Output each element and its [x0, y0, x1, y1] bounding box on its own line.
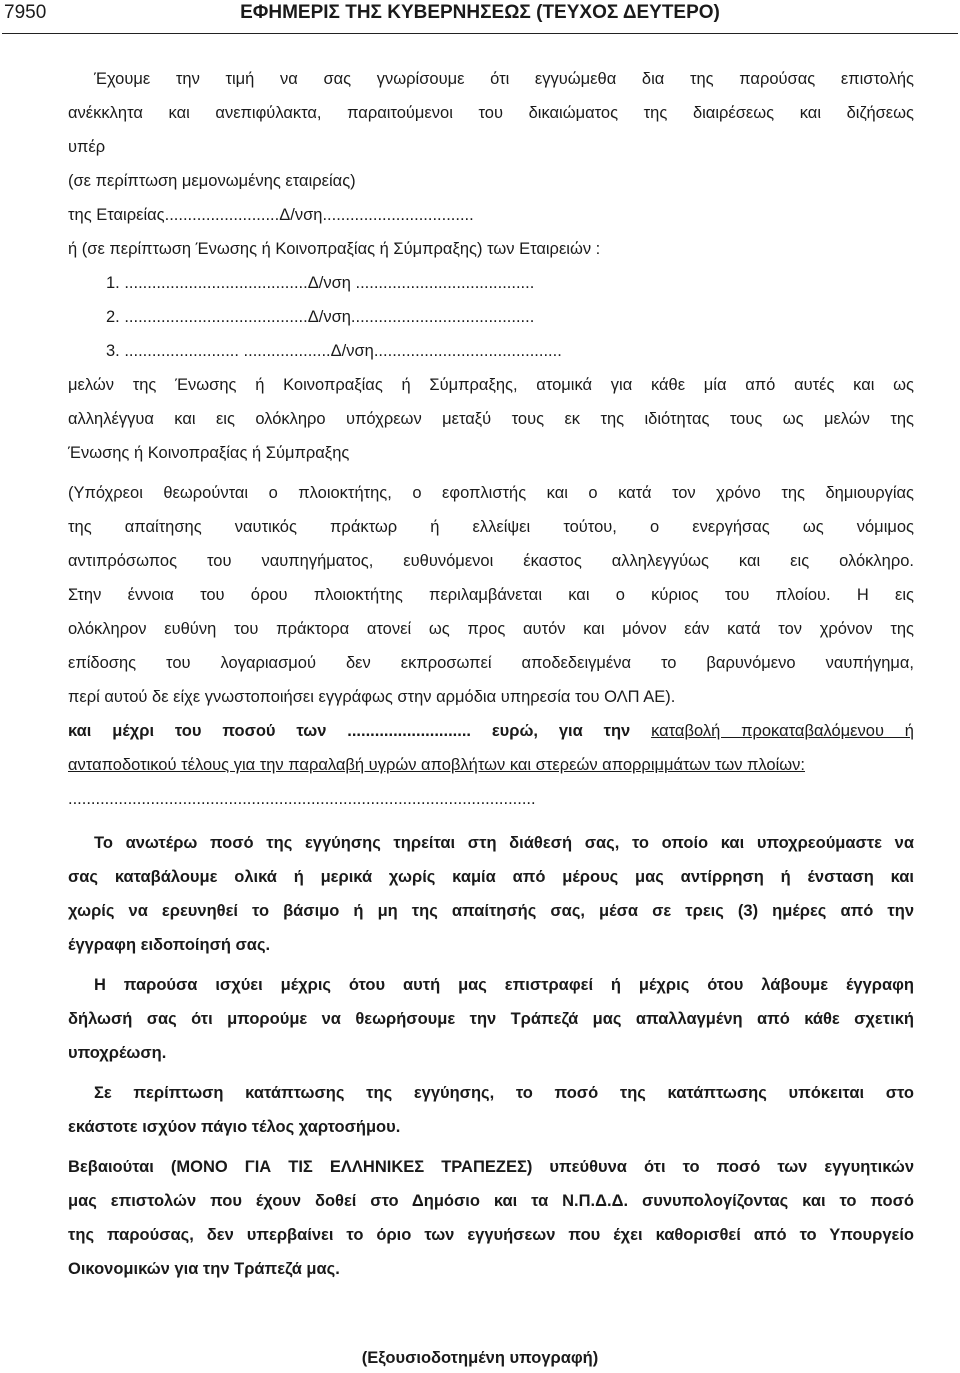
- validity-paragraph: [68, 968, 914, 1070]
- header-rule: [2, 33, 958, 34]
- members-line: μελών της Ένωσης ή Κοινοπραξίας ή Σύμπραξης, ατομικά για κάθε μία από αυτές και ως: [68, 376, 914, 394]
- obligors-line: ολόκληρον ευθύνη του πράκτορα ατονεί ως προς αυτόν και μόνον εάν κατά τον χρόνον της: [68, 620, 914, 638]
- obligors-line: της απαίτησης ναυτικός πράκτωρ ή ελλείψει τούτου, ο ενεργήσας ως νόμιμος: [68, 518, 914, 536]
- greek-banks-paragraph: [68, 1150, 914, 1286]
- amount-available-line: χωρίς να ερευνηθεί το βάσιμο ή μη της απαίτησής σας, μέσα σε τρεις (3) ημέρες από την: [68, 902, 914, 920]
- members-line: αλληλέγγυα και εις ολόκληρο υπόχρεων μεταξύ τους εκ της ιδιότητας τους ως μελών της: [68, 410, 914, 428]
- gazette-title: ΕΦΗΜΕΡΙΣ ΤΗΣ ΚΥΒΕΡΝΗΣΕΩΣ (ΤΕΥΧΟΣ ΔΕΥΤΕΡΟ): [240, 2, 720, 23]
- obligors-paragraph: [68, 476, 914, 714]
- amount-available-paragraph: [68, 826, 914, 962]
- amount-available-line: σας καταβάλουμε ολικά ή μερικά χωρίς καμία από μέρους μας αντίρρηση ή ένσταση και: [68, 868, 914, 886]
- amount-paragraph: [68, 714, 914, 816]
- intro-line: υπέρ: [68, 138, 106, 156]
- amount-lead: και μέχρι του ποσού των ........................... ευρώ, για την: [68, 722, 652, 740]
- obligors-line: (Υπόχρεοι θεωρούνται ο πλοιοκτήτης, ο εφοπλιστής και ο κατά τον χρόνο της δημιουργίας: [68, 484, 914, 502]
- amount-line: [68, 714, 914, 748]
- amount-available-line: Το ανωτέρω ποσό της εγγύησης τηρείται στη διάθεσή σας, το οποίο και υποχρεούμαστε να: [94, 834, 914, 852]
- greek-banks-line: Οικονομικών για την Τράπεζά μας.: [68, 1260, 340, 1278]
- greek-banks-line: Βεβαιούται (ΜΟΝΟ ΓΙΑ ΤΙΣ ΕΛΛΗΝΙΚΕΣ ΤΡΑΠΕΖΕΣ) υπεύθυνα ότι το ποσό των εγγυητικών: [68, 1158, 914, 1176]
- intro-paragraph: [68, 62, 914, 164]
- forfeit-line: εκάστοτε ισχύον πάγιο τέλος χαρτοσήμου.: [68, 1118, 401, 1136]
- single-company-label: (σε περίπτωση μεμονωμένης εταιρείας): [68, 172, 356, 190]
- forfeit-paragraph: [68, 1076, 914, 1144]
- obligors-line: αντιπρόσωπος του ναυπηγήματος, ευθυνόμενοι έκαστος αλληλεγγύως και εις ολόκληρο.: [68, 552, 914, 570]
- single-company-line: της Εταιρείας.........................Δ/νση.................................: [68, 206, 474, 224]
- greek-banks-line: μας επιστολών που έχουν δοθεί στο Δημόσιο και τα Ν.Π.Δ.Δ. συνυπολογίζοντας και το ποσό: [68, 1192, 914, 1210]
- joint-venture-item: 2. ........................................Δ/νση........................................: [106, 308, 535, 326]
- greek-banks-line: της παρούσας, δεν υπερβαίνει το όριο των εγγυήσεων που έχει καθορισθεί από το Υπουργείο: [68, 1226, 914, 1244]
- validity-line: Η παρούσα ισχύει μέχρις ότου αυτή μας επιστραφεί ή μέχρις ότου λάβουμε έγγραφη: [94, 976, 914, 994]
- amount-dots: ......................................................................................................: [68, 790, 536, 808]
- amount-purpose-continued: ανταποδοτικού τέλους για την παραλαβή υγρών αποβλήτων και στερεών απορριμμάτων των πλοίων:: [68, 756, 805, 774]
- members-line: Ένωσης ή Κοινοπραξίας ή Σύμπραξης: [68, 444, 350, 462]
- validity-line: δήλωσή σας ότι μπορούμε να θεωρήσουμε την Τράπεζά μας απαλλαγμένη από κάθε σχετική: [68, 1010, 914, 1028]
- joint-venture-item: 3. ......................... ...................Δ/νση.........................................: [106, 342, 562, 360]
- validity-line: υποχρέωση.: [68, 1044, 167, 1062]
- intro-line: ανέκκλητα και ανεπιφύλακτα, παραιτούμενοι του δικαιώματος της διαιρέσεως και διζήσεως: [68, 104, 914, 122]
- amount-purpose: καταβολή προκαταβαλόμενου ή: [651, 722, 914, 740]
- amount-available-line: έγγραφη ειδοποίησή σας.: [68, 936, 271, 954]
- gazette-header: [0, 0, 960, 34]
- members-paragraph: [68, 368, 914, 470]
- page-number: 7950: [4, 2, 47, 23]
- joint-venture-label: ή (σε περίπτωση Ένωσης ή Κοινοπραξίας ή Σύμπραξης) των Εταιρειών :: [68, 240, 601, 258]
- joint-venture-item: 1. ........................................Δ/νση .......................................: [106, 274, 535, 292]
- forfeit-line: Σε περίπτωση κατάπτωσης της εγγύησης, το ποσό της κατάπτωσης υπόκειται στο: [94, 1084, 914, 1102]
- document-body: [68, 62, 914, 1286]
- obligors-line: περί αυτού δε είχε γνωστοποιήσει εγγράφως στην αρμόδια υπηρεσία του ΟΛΠ ΑΕ).: [68, 688, 676, 706]
- obligors-line: Στην έννοια του όρου πλοιοκτήτης περιλαμβάνεται και ο κύριος του πλοίου. Η εις: [68, 586, 914, 604]
- intro-line: Έχουμε την τιμή να σας γνωρίσουμε ότι εγγυώμεθα δια της παρούσας επιστολής: [94, 70, 914, 88]
- authorized-signature: (Εξουσιοδοτημένη υπογραφή): [361, 1349, 599, 1367]
- obligors-line: επίδοσης του λογαριασμού δεν εκπροσωπεί αποδεδειγμένα το βαρυνόμενο ναυπήγημα,: [68, 654, 914, 672]
